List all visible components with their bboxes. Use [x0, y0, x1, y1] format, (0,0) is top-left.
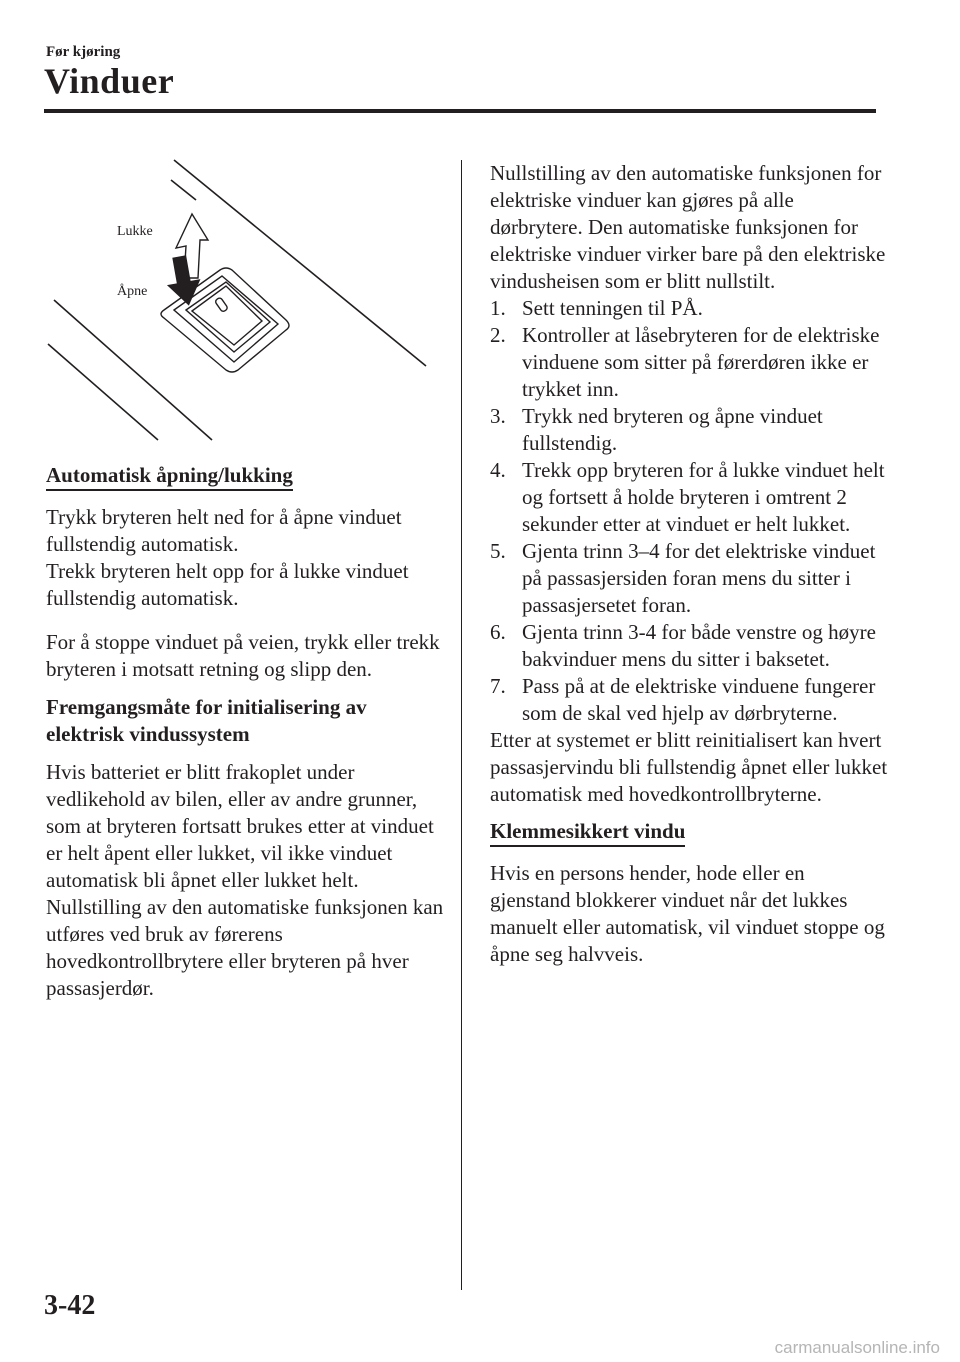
list-item [490, 403, 890, 457]
paragraph: Nullstilling av den automatiske funksjonen for elektriske vinduer kan gjøres på alle dørbrytere. Den automatiske funksjonen for elektriske vinduer virker bare på den elektriske vindusheisen som er blitt nullstilt. [490, 161, 886, 293]
window-switch-illustration [46, 158, 438, 448]
step-list [490, 295, 890, 727]
list-item [490, 457, 890, 538]
paragraph: Nullstilling av den automatiske funksjonen kan utføres ved bruk av førerens hovedkontrollbrytere eller bryteren på hver passasjerdør. [46, 895, 444, 1000]
heading-auto-open-close: Automatisk åpning/lukking [46, 463, 293, 491]
step-text: Gjenta trinn 3–4 for det elektriske vinduet på passasjersiden foran mens du sitter i passasjersetet foran. [522, 539, 876, 617]
step-text: Trekk opp bryteren for å lukke vinduet helt og fortsett å holde bryteren i omtrent 2 sekunder etter at vinduet er helt lukket. [522, 458, 885, 536]
close-label: Lukke [117, 224, 153, 239]
paragraph: Trekk bryteren helt opp for å lukke vinduet fullstendig automatisk. [46, 559, 409, 610]
list-item [490, 322, 890, 403]
heading-initialisation: Fremgangsmåte for initialisering av elektrisk vindussystem [46, 695, 367, 746]
column-divider [461, 160, 462, 1290]
heading-anti-pinch: Klemmesikkert vindu [490, 819, 685, 847]
page-number: 3-42 [44, 1290, 96, 1321]
door-trim-line-outer [48, 344, 158, 440]
right-column [490, 160, 890, 968]
step-number: 7. [490, 674, 506, 698]
door-trim-line-upper [174, 160, 426, 366]
step-number: 6. [490, 620, 506, 644]
paragraph: Hvis batteriet er blitt frakoplet under vedlikehold av bilen, eller av andre grunner, som at bryteren fortsatt brukes etter at vinduet er helt åpent eller lukket, vil ikke vinduet automatisk bli åpnet eller lukket helt. [46, 760, 434, 892]
open-label: Åpne [117, 284, 148, 299]
list-item [490, 673, 890, 727]
step-text: Kontroller at låsebryteren for de elektriske vinduene som sitter på førerdøren ikke er trykket inn. [522, 323, 880, 401]
section-label: Før kjøring [46, 44, 121, 60]
step-number: 2. [490, 323, 506, 347]
step-text: Pass på at de elektriske vinduene fungerer som de skal ved hjelp av dørbryterne. [522, 674, 876, 725]
door-trim-line-inner [171, 180, 196, 200]
close-open-arrow-icon [162, 214, 208, 309]
step-text: Sett tenningen til PÅ. [522, 296, 703, 320]
chapter-title: Vinduer [44, 61, 175, 101]
step-text: Trykk ned bryteren og åpne vinduet fullstendig. [522, 404, 823, 455]
left-column [46, 462, 446, 1002]
paragraph: For å stoppe vinduet på veien, trykk eller trekk bryteren i motsatt retning og slipp den. [46, 630, 440, 681]
step-number: 5. [490, 539, 506, 563]
list-item [490, 295, 890, 322]
step-text: Gjenta trinn 3-4 for både venstre og høyre bakvinduer mens du sitter i baksetet. [522, 620, 876, 671]
paragraph: Etter at systemet er blitt reinitialisert kan hvert passasjervindu bli fullstendig åpnet eller lukket automatisk med hovedkontrollbryterne. [490, 728, 888, 806]
step-number: 1. [490, 296, 506, 320]
paragraph: Trykk bryteren helt ned for å åpne vinduet fullstendig automatisk. [46, 505, 402, 556]
list-item [490, 538, 890, 619]
paragraph: Hvis en persons hender, hode eller en gjenstand blokkerer vinduet når det lukkes manuelt eller automatisk, vil vinduet stoppe og åpne seg halvveis. [490, 861, 885, 966]
step-number: 3. [490, 404, 506, 428]
watermark: carmanualsonline.info [774, 1338, 940, 1357]
title-rule [44, 109, 876, 113]
step-number: 4. [490, 458, 506, 482]
list-item [490, 619, 890, 673]
